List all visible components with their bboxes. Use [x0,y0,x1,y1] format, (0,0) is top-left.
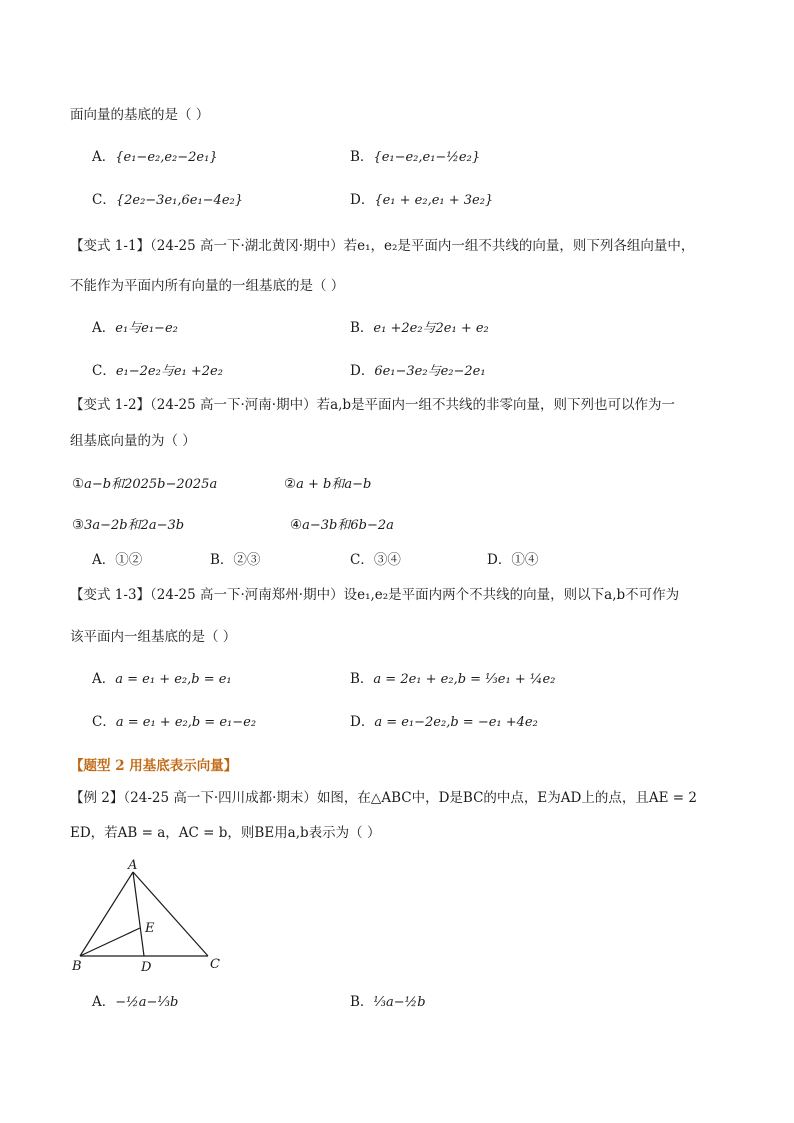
question-tag: 【例 2】 [70,790,124,806]
option-label: A． [92,149,116,165]
label-c: C [210,957,220,972]
option-b[interactable] [350,147,480,168]
statement-item [72,474,217,495]
label-e: E [145,921,155,936]
option-d[interactable] [350,190,493,211]
option-content: ③④ [373,552,401,568]
option-d[interactable] [350,361,486,382]
question-text: 若e₁，e₂是平面内一组不共线的向量，则下列各组向量中， [343,238,695,254]
statement-item [72,515,184,536]
question-text: 如图，在△ABC中，D是BC的中点，E为AD上的点，且AE = 2 [316,790,697,806]
option-content: {e₁−e₂,e₂−2e₁} [115,150,218,165]
option-content: −½a−⅓b [115,995,179,1010]
option-d[interactable] [350,712,538,733]
option-label: C． [92,363,116,379]
option-label: B． [350,320,374,336]
option-label: D． [350,363,375,379]
option-a[interactable] [92,992,178,1013]
option-a[interactable] [92,669,232,690]
question-text: 若a,b是平面内一组不共线的非零向量，则下列也可以作为一 [316,397,676,413]
section-title: 【题型 2 用基底表示向量】 [70,758,238,774]
question-text: 设e₁,e₂是平面内两个不共线的向量，则以下a,b不可作为 [343,587,680,603]
question-stem: 面向量的基底的是（ ） [70,107,210,123]
option-label: A． [92,320,116,336]
option-content: e₁−2e₂与e₁ +2e₂ [115,364,223,379]
option-label: A． [92,671,116,687]
statement-item [284,474,371,495]
option-label: A． [92,994,116,1010]
option-content: e₁与e₁−e₂ [115,321,178,336]
option-b[interactable] [210,550,260,570]
option-content: a = e₁ + e₂,b = e₁−e₂ [115,715,257,730]
option-content: ①④ [511,552,539,568]
option-b[interactable] [350,669,555,690]
question-1-2-line2: 组基底向量的为（ ） [70,433,196,449]
option-content: {e₁−e₂,e₁−½e₂} [373,150,481,165]
option-label: A． [92,552,116,568]
option-label: B． [350,994,374,1010]
option-a[interactable] [92,147,218,168]
option-d[interactable] [487,550,538,570]
option-label: C． [92,714,116,730]
segment-ad [133,872,144,956]
option-content: a = 2e₁ + e₂,b = ⅓e₁ + ¼e₂ [373,672,556,687]
option-a[interactable] [92,318,178,339]
statement-item [290,515,394,536]
statement-number: ① [72,476,85,492]
question-1-3-line1 [70,585,679,605]
option-content: 6e₁−3e₂与e₂−2e₁ [374,364,486,379]
option-label: C． [92,192,116,208]
statement-content: 3a−2b和2a−3b [84,518,185,533]
question-1-1-line1 [70,236,694,256]
question-source: （24-25 高一下·湖北黄冈·期中） [150,238,344,254]
option-content: {e₁ + e₂,e₁ + 3e₂} [374,193,494,208]
option-content: a = e₁ + e₂,b = e₁ [115,672,232,687]
option-label: D． [487,552,512,568]
option-content: e₁ +2e₂与2e₁ + e₂ [373,321,489,336]
option-c[interactable] [92,190,243,211]
question-1-2-line1 [70,395,675,415]
option-b[interactable] [350,318,489,339]
option-content: ①② [115,552,143,568]
question-tag: 【变式 1-3】 [70,587,151,603]
side-ac [133,872,208,956]
option-c[interactable] [350,550,401,570]
option-c[interactable] [92,712,256,733]
triangle-figure [70,858,230,978]
option-b[interactable] [350,992,426,1013]
statement-content: a−3b和6b−2a [302,518,394,533]
example-2-line1 [70,788,697,808]
question-source: （24-25 高一下·河南·期中） [150,397,317,413]
question-1-1-line2: 不能作为平面内所有向量的一组基底的是（ ） [70,278,345,294]
question-source: （24-25 高一下·河南郑州·期中） [150,587,344,603]
question-1-3-line2: 该平面内一组基底的是（ ） [70,629,237,645]
option-label: D． [350,192,375,208]
statement-number: ② [284,476,297,492]
option-a[interactable] [92,550,142,570]
label-b: B [72,959,82,974]
question-tag: 【变式 1-2】 [70,397,151,413]
option-label: B． [210,552,234,568]
statement-content: a−b和2025b−2025a [84,477,218,492]
option-label: C． [350,552,374,568]
option-content: ②③ [233,552,261,568]
option-content: a = e₁−2e₂,b = −e₁ +4e₂ [374,715,538,730]
label-a: A [128,858,138,873]
option-label: B． [350,149,374,165]
option-label: B． [350,671,374,687]
statement-number: ④ [290,517,303,533]
question-source: （24-25 高一下·四川成都·期末） [123,790,317,806]
option-content: {2e₂−3e₁,6e₁−4e₂} [115,193,244,208]
question-tag: 【变式 1-1】 [70,238,151,254]
label-d: D [141,960,152,975]
statement-content: a + b和a−b [296,477,372,492]
option-content: ⅓a−½b [373,995,426,1010]
statement-number: ③ [72,517,85,533]
option-c[interactable] [92,361,223,382]
example-2-line2: ED，若AB = a，AC = b，则BE用a,b表示为（ ） [70,825,381,841]
option-label: D． [350,714,375,730]
